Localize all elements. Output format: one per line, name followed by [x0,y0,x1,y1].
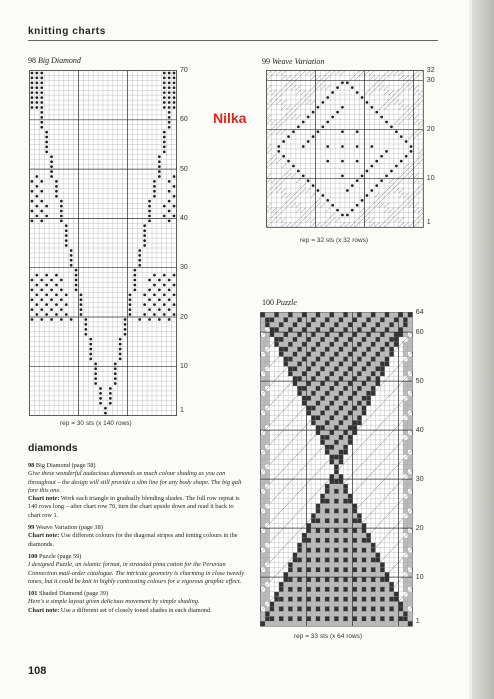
chart-puzzle [260,312,413,627]
row-label: 1 [180,407,184,415]
chart-title-weave [262,57,324,66]
chart-note: Use different colours for the diagonal stripes and toning colours in the diamonds. [28,532,238,548]
chart-number: 100 [262,298,274,307]
row-label: 64 [415,309,424,316]
chart-name: Weave Variation [272,57,325,66]
chart-number: 99 [262,57,270,66]
entry-number: 100 [28,552,38,560]
section-title: diamonds [28,442,78,454]
entry-name: Shaded Diamond [39,590,83,598]
chart-title-big-diamond [28,56,81,65]
entry-number: 99 [28,524,35,532]
page-number: 108 [28,665,47,677]
entry-name: Weave Variation [35,524,78,532]
row-label: 1 [415,617,420,625]
chart-note-label: Chart note: [28,532,60,540]
row-label: 60 [180,116,188,124]
chart-number: 98 [28,56,36,65]
row-label: 30 [180,264,188,272]
row-label: 40 [180,214,188,222]
entry-number: 98 [28,462,35,469]
row-label: 20 [180,313,188,321]
signature-watermark: Nilka [213,110,247,126]
entry-page: (page 58) [71,462,96,469]
entry-description: Here's a simple layout given delicious movement by simple shading. [28,598,200,606]
row-label: 1 [426,218,431,226]
pattern-notes [28,462,246,619]
entry-puzzle [28,553,246,586]
chart-title-puzzle [262,298,297,307]
header-rule [28,40,438,41]
chart-name: Big Diamond [38,56,81,65]
row-label: 30 [426,76,435,84]
row-label: 40 [415,426,424,434]
entry-shaded-diamond [28,590,246,615]
row-label: 20 [426,125,435,133]
rep-label: rep = 32 sts (x 32 rows) [300,237,369,244]
entry-page: (page 38) [78,524,103,532]
row-label: 10 [180,362,188,370]
chart-note-label: Chart note: [28,606,60,614]
rep-label: rep = 33 sts (x 64 rows) [294,633,363,640]
chart-note: Use a different set of closely toned shades in each diamond. [60,606,212,614]
row-label: 50 [415,377,424,385]
row-label: 60 [415,328,424,336]
row-label: 10 [415,573,424,581]
entry-weave [28,524,246,549]
page-header: knitting charts [28,26,106,37]
chart-note-label: Chart note: [28,495,60,503]
entry-number: 101 [28,590,38,598]
entry-page: (page 59) [57,552,82,560]
row-label: 70 [180,67,188,74]
entry-description: I designed Puzzle, an islamic format, in stranded pima cotton for the Peruvian Connection mail-order catalogue. The intricate geometry is charming in close tweedy tones, but it could be knit in highly contrasting colours for a vigorous graphic effect. [28,561,245,585]
entry-big-diamond [28,462,246,520]
entry-name: Big Diamond [35,462,70,469]
chart-weave-variation [266,70,424,228]
row-label: 32 [426,67,435,74]
row-label: 10 [426,174,435,182]
entry-description: Give these wonderful audacious diamonds as much colour shading as you can throughout – the design will still provide a slim line for any body shape. The big galt fore this one. [28,470,242,494]
chart-note: Work each triangle in gradually blending shades. The full row repeat is 140 rows long – after chart row 70, turn the chart upside down and read it back to chart row 1. [28,495,240,519]
page-edge-highlight [469,0,472,699]
chart-name: Puzzle [276,298,297,307]
page-edge-shadow [472,0,494,699]
row-label: 20 [415,524,424,532]
entry-page: (page 39) [84,590,109,598]
entry-name: Puzzle [39,552,56,560]
rep-label: rep = 30 sts (x 140 rows) [60,420,132,427]
row-label: 30 [415,475,424,483]
chart-big-diamond [29,70,177,416]
row-label: 50 [180,165,188,173]
